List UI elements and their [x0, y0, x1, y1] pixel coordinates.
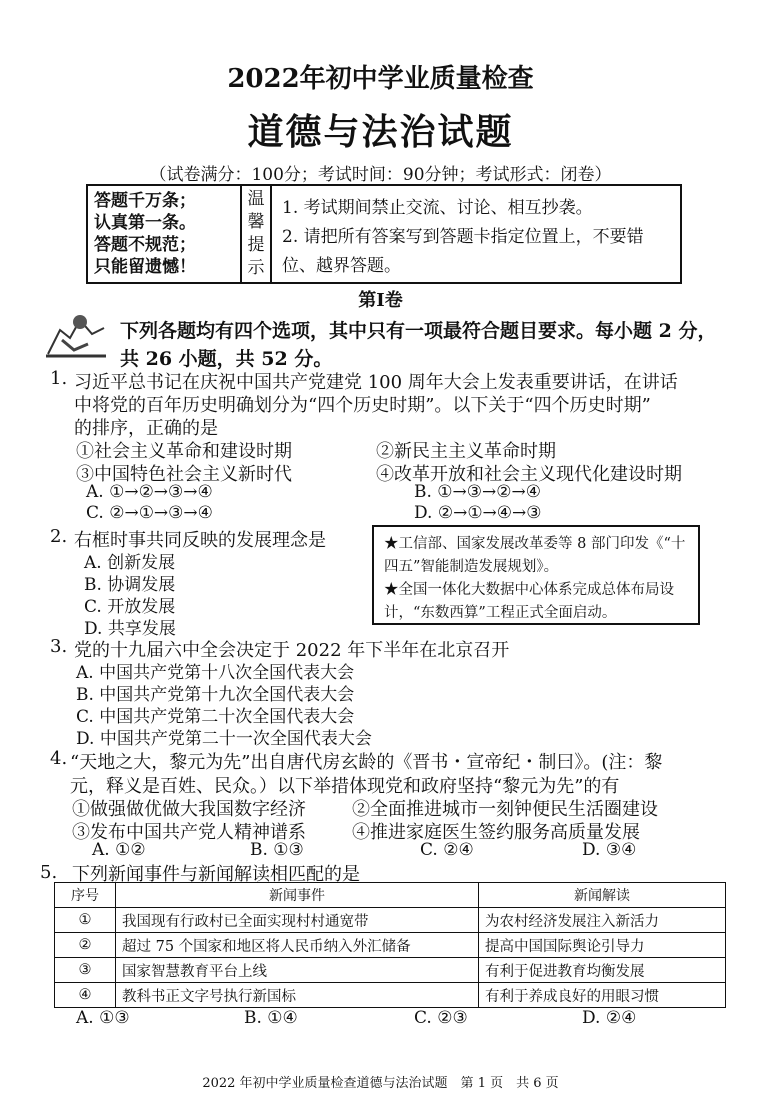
q1-option-d: D. ②→①→④→③	[414, 503, 542, 523]
q2-option-b: B. 协调发展	[84, 575, 176, 595]
table-cell: 我国现有行政村已全面实现村村通宽带	[116, 908, 479, 933]
table-row	[55, 933, 726, 958]
notice-slogan	[88, 186, 240, 282]
q1-number: 1.	[50, 368, 68, 389]
notice-rule-2: 2. 请把所有答案写到答题卡指定位置上，不要错位、越界答题。	[282, 227, 644, 276]
notice-label	[240, 186, 272, 282]
section-instruction-2: 共 26 小题，共 52 分。	[120, 348, 333, 370]
notice-rules	[276, 186, 678, 282]
slogan-line: 认真第一条。	[94, 213, 196, 233]
q4-item: ②全面推进城市一刻钟便民生活圈建设	[352, 799, 658, 820]
q5-option-b: B. ①④	[244, 1008, 298, 1028]
q5-stem: 下列新闻事件与新闻解读相匹配的是	[72, 864, 360, 885]
q4-item: ①做强做优做大我国数字经济	[72, 799, 306, 820]
reader-illustration-icon	[40, 310, 112, 360]
q1-stem: 中将党的百年历史明确划分为“四个历史时期”。以下关于“四个历史时期”	[74, 395, 651, 416]
q5-option-a: A. ①③	[76, 1008, 130, 1028]
notice-label-char: 馨	[247, 212, 265, 232]
table-cell: ①	[55, 908, 116, 933]
q3-option-a: A. 中国共产党第十八次全国代表大会	[76, 663, 355, 683]
q4-option-c: C. ②④	[420, 840, 474, 860]
table-header: 序号	[55, 883, 116, 908]
slogan-line: 答题不规范；	[94, 235, 196, 255]
q4-option-b: B. ①③	[250, 840, 304, 860]
current-event-2: ★全国一体化大数据中心体系完成总体布局设计，“东数西算”工程正式全面启动。	[384, 582, 674, 621]
table-cell: 教科书正文字号执行新国标	[116, 983, 479, 1008]
subject-title: 道德与法治试题	[247, 111, 514, 153]
q1-item: ②新民主主义革命时期	[376, 441, 556, 462]
table-header-row	[55, 883, 726, 908]
notice-rule-1: 1. 考试期间禁止交流、讨论、相互抄袭。	[282, 198, 593, 218]
q5-number: 5.	[40, 862, 58, 883]
table-cell: 国家智慧教育平台上线	[116, 958, 479, 983]
q3-option-b: B. 中国共产党第十九次全国代表大会	[76, 685, 355, 705]
q4-stem: “天地之大，黎元为先”出自唐代房玄龄的《晋书・宣帝纪・制曰》。(注：黎	[70, 752, 663, 773]
q1-stem: 习近平总书记在庆祝中国共产党建党 100 周年大会上发表重要讲话，在讲话	[74, 372, 678, 393]
q2-option-d: D. 共享发展	[84, 619, 176, 639]
table-cell: ③	[55, 958, 116, 983]
notice-label-char: 提	[247, 235, 265, 255]
q1-item: ③中国特色社会主义新时代	[76, 464, 292, 485]
table-header: 新闻事件	[116, 883, 479, 908]
table-cell: 有利于养成良好的用眼习惯	[479, 983, 726, 1008]
q2-stem: 右框时事共同反映的发展理念是	[74, 530, 326, 551]
table-cell: 有利于促进教育均衡发展	[479, 958, 726, 983]
q2-option-c: C. 开放发展	[84, 597, 176, 617]
table-cell: ④	[55, 983, 116, 1008]
table-row	[55, 958, 726, 983]
q3-stem: 党的十九届六中全会决定于 2022 年下半年在北京召开	[74, 640, 510, 661]
table-cell: 提高中国国际舆论引导力	[479, 933, 726, 958]
slogan-line: 答题千万条；	[94, 191, 196, 211]
section-instruction-1: 下列各题均有四个选项，其中只有一项最符合题目要求。每小题 2 分，	[120, 320, 717, 342]
notice-label-char: 温	[247, 189, 265, 209]
q2-option-a: A. 创新发展	[84, 553, 176, 573]
q2-number: 2.	[50, 526, 68, 547]
q1-option-c: C. ②→①→③→④	[86, 503, 213, 523]
q1-option-a: A. ①→②→③→④	[86, 482, 213, 502]
q3-number: 3.	[50, 636, 68, 657]
q5-option-c: C. ②③	[414, 1008, 468, 1028]
q5-option-d: D. ②④	[582, 1008, 637, 1028]
q1-option-b: B. ①→③→②→④	[414, 482, 541, 502]
q4-option-d: D. ③④	[582, 840, 637, 860]
q4-stem: 元，释义是百姓、民众。）以下举措体现党和政府坚持“黎元为先”的有	[70, 776, 620, 797]
table-row	[55, 908, 726, 933]
q4-item: ③发布中国共产党人精神谱系	[72, 822, 306, 843]
q3-option-d: D. 中国共产党第二十一次全国代表大会	[76, 729, 372, 749]
q4-option-a: A. ①②	[92, 840, 146, 860]
q1-item: ①社会主义革命和建设时期	[76, 441, 292, 462]
table-row	[55, 983, 726, 1008]
current-event-1: ★工信部、国家发展改革委等 8 部门印发《“十四五”智能制造发展规划》。	[384, 536, 686, 575]
q1-item: ④改革开放和社会主义现代化建设时期	[376, 464, 682, 485]
q3-option-c: C. 中国共产党第二十次全国代表大会	[76, 707, 355, 727]
slogan-line: 只能留遗憾！	[94, 257, 196, 277]
notice-label-char: 示	[247, 258, 265, 278]
current-events-box	[372, 525, 700, 625]
q4-number: 4.	[50, 748, 68, 769]
section-title: 第Ⅰ卷	[358, 290, 403, 311]
table-cell: 超过 75 个国家和地区将人民币纳入外汇储备	[116, 933, 479, 958]
news-table	[54, 882, 726, 1008]
q4-item: ④推进家庭医生签约服务高质量发展	[352, 822, 640, 843]
table-header: 新闻解读	[479, 883, 726, 908]
exam-info: （试卷满分：100分；考试时间：90分钟；考试形式：闭卷）	[149, 165, 612, 185]
notice-box	[86, 184, 682, 284]
q1-stem: 的排序，正确的是	[74, 418, 218, 439]
table-cell: 为农村经济发展注入新活力	[479, 908, 726, 933]
exam-title: 2022年初中学业质量检查	[227, 64, 534, 94]
page-footer: 2022 年初中学业质量检查道德与法治试题 第 1 页 共 6 页	[202, 1076, 559, 1091]
table-cell: ②	[55, 933, 116, 958]
